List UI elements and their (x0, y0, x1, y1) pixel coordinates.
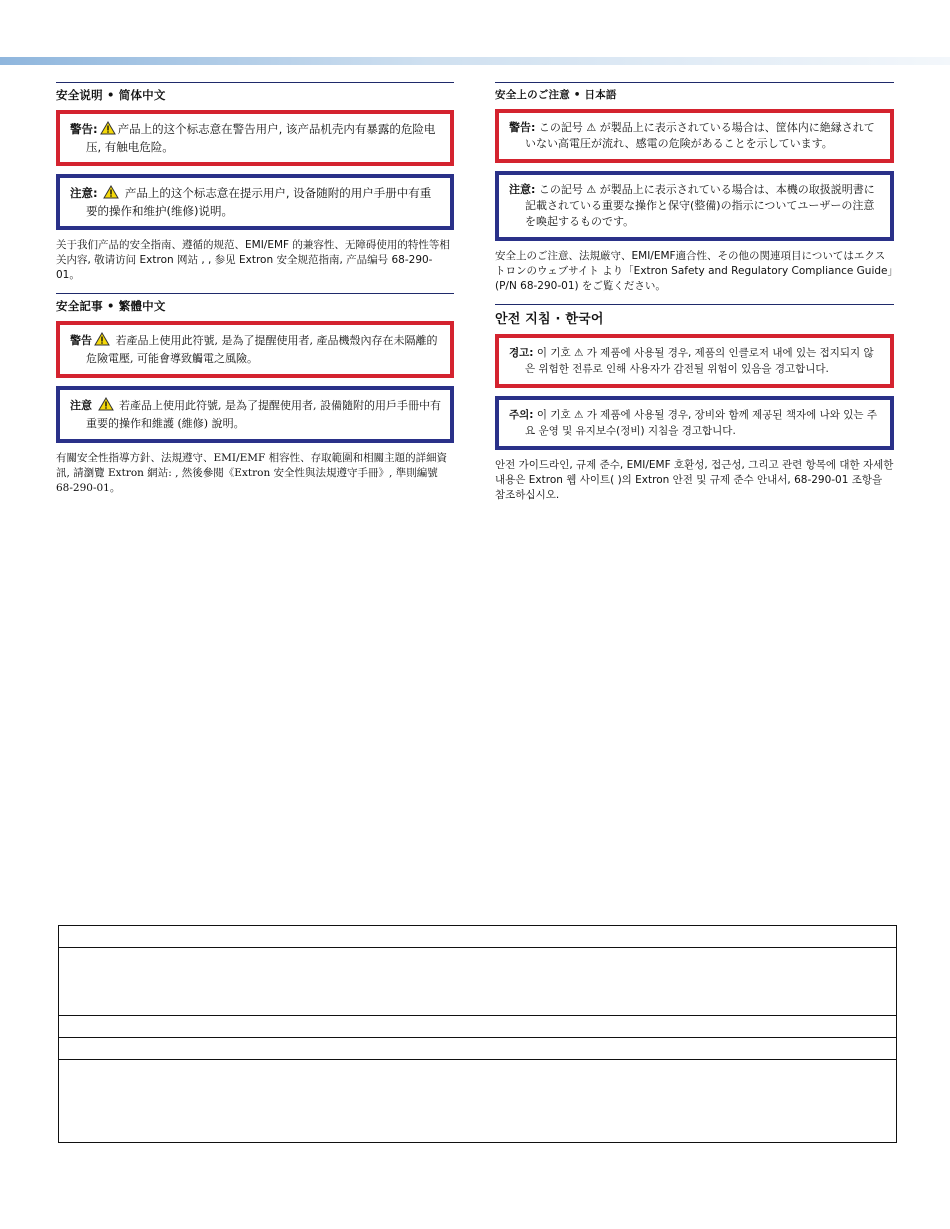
caution-label: 주의: (509, 409, 534, 421)
warning-text: 若產品上使用此符號, 是為了提醒使用者, 產品機殼內存在未隔離的危險電壓, 可能會導致觸電之風險。 (86, 334, 438, 365)
section-title: 安全記事 • 繁體中文 (56, 299, 166, 313)
section-japanese (495, 82, 894, 294)
header-gradient-bar (0, 57, 950, 65)
section-traditional-chinese (56, 293, 454, 496)
warning-triangle-icon (94, 332, 110, 351)
left-column (56, 82, 454, 506)
caution-text: 产品上的这个标志意在提示用户, 设备随附的用户手册中有重要的操作和维护(维修)说明。 (86, 186, 432, 218)
warning-label: 경고: (509, 347, 534, 359)
table-row (59, 926, 896, 948)
caution-box (495, 171, 894, 241)
caution-box (56, 174, 454, 230)
right-column (495, 82, 894, 513)
table-row (59, 1016, 896, 1038)
section-rule (56, 82, 454, 83)
table-row (59, 1060, 896, 1140)
warning-text: 产品上的这个标志意在警告用户, 该产品机壳内有暴露的危险电压, 有触电危险。 (86, 122, 436, 154)
warning-text: 이 기호 ⚠ 가 제품에 사용될 경우, 제품의 인클로저 내에 있는 접지되지 않은 위험한 전류로 인해 사용자가 감전될 위험이 있음을 경고합니다. (525, 347, 874, 375)
table-row (59, 948, 896, 1016)
warning-box (56, 110, 454, 166)
section-rule (495, 304, 894, 305)
safety-note: 안전 가이드라인, 규제 준수, EMI/EMF 호환성, 접근성, 그리고 관련 항목에 대한 자세한 내용은 Extron 웹 사이트( )의 Extron 안전 및 규제 준수 안내서, 68-290-01 조항을 참조하십시오. (495, 459, 894, 501)
warning-box (495, 334, 894, 388)
section-rule (495, 82, 894, 83)
caution-box (56, 386, 454, 443)
section-korean (495, 304, 894, 503)
caution-label: 注意 (70, 399, 92, 412)
caution-text: この記号 ⚠ が製品上に表示されている場合は、本機の取扱説明書に記載されている重要な操作と保守(整備)の指示についてユーザーの注意を喚起するものです。 (525, 183, 875, 228)
caution-label: 注意: (509, 183, 536, 196)
warning-triangle-icon (100, 121, 116, 139)
warning-box (56, 321, 454, 378)
section-simplified-chinese (56, 82, 454, 283)
warning-label: 警告 (70, 334, 92, 347)
section-title: 安全上のご注意 • 日本語 (495, 89, 617, 101)
caution-text: 이 기호 ⚠ 가 제품에 사용될 경우, 장비와 함께 제공된 책자에 나와 있는 주요 운영 및 유지보수(정비) 지침을 경고합니다. (525, 409, 877, 437)
caution-label: 注意: (70, 186, 98, 200)
empty-info-table (58, 925, 897, 1143)
warning-triangle-icon (98, 397, 114, 416)
warning-label: 警告: (70, 122, 98, 136)
table-row (59, 1038, 896, 1060)
safety-note: 安全上のご注意、法規厳守、EMI/EMF適合性、その他の関連項目についてはエクストロンのウェブサイト より「Extron Safety and Regulatory Compliance Guide」(P/N 68-290-01) をご覧ください。 (495, 250, 893, 292)
caution-text: 若產品上使用此符號, 是為了提醒使用者, 設備隨附的用戶手冊中有重要的操作和維護 (維修) 說明。 (86, 399, 441, 430)
warning-box (495, 109, 894, 163)
section-rule (56, 293, 454, 294)
warning-label: 警告: (509, 121, 536, 134)
warning-triangle-icon (103, 185, 119, 203)
section-title: 안전 지침 · 한국어 (495, 312, 604, 327)
safety-note: 关于我们产品的安全指南、遵循的规范、EMI/EMF 的兼容性、无障碍使用的特性等相关内容, 敬请访问 Extron 网站 , , 参见 Extron 安全规范指南, 产品编号 68-290-01。 (56, 239, 450, 281)
safety-note: 有關安全性指導方針、法規遵守、EMI/EMF 相容性、存取範圍和相關主題的詳細資訊, 請瀏覽 Extron 網站: , 然後參閱《Extron 安全性與法規遵守手冊》, 準則編號 68-290-01。 (56, 452, 448, 494)
section-title: 安全说明 • 简体中文 (56, 88, 166, 102)
caution-box (495, 396, 894, 450)
warning-text: この記号 ⚠ が製品上に表示されている場合は、筐体内に絶縁されていない高電圧が流れ、感電の危険があることを示しています。 (525, 121, 875, 150)
